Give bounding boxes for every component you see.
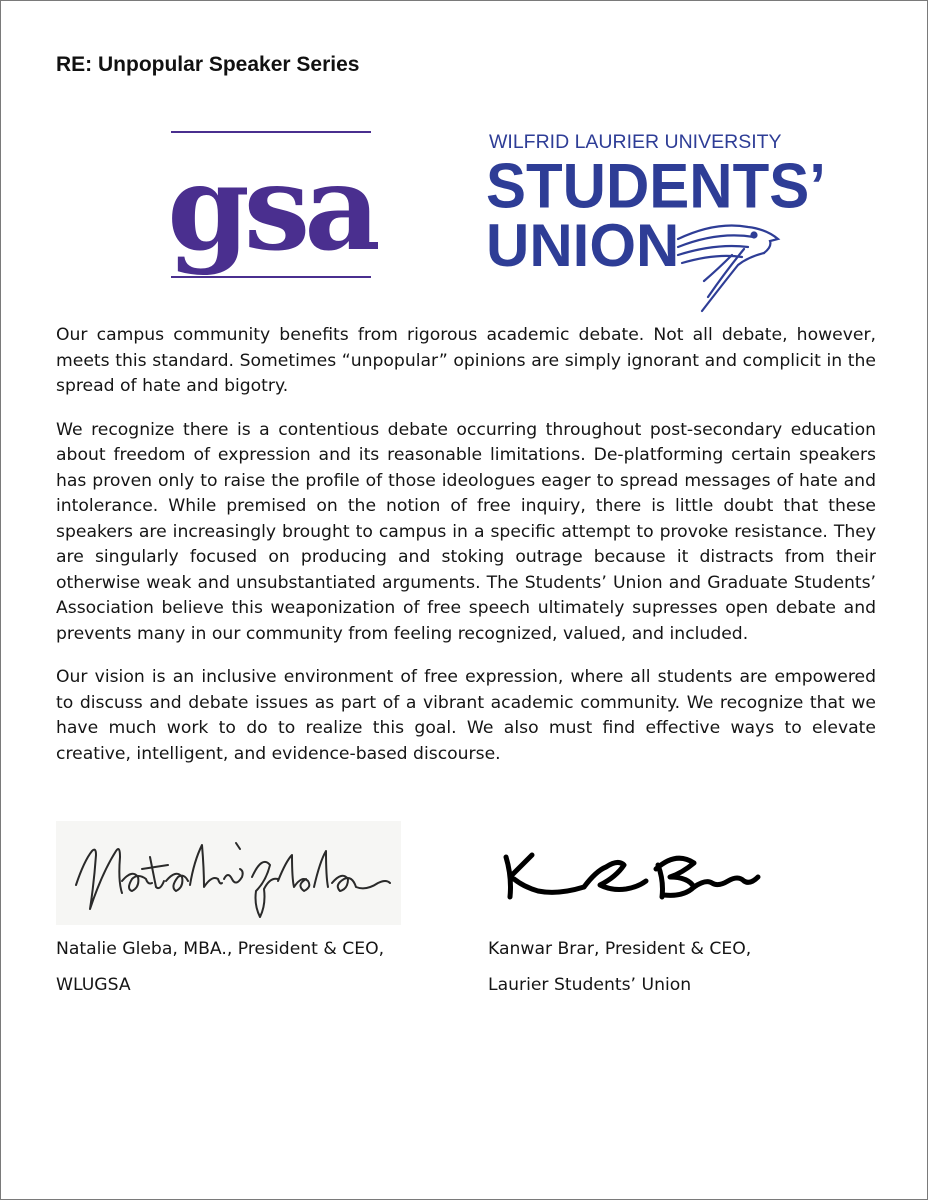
signature-block-gsa [56, 821, 456, 995]
su-logo-union: UNION [486, 212, 680, 279]
signatory-name-title: Natalie Gleba, MBA., President & CEO, [56, 939, 385, 959]
letter-body [56, 323, 876, 785]
gsa-logo [167, 131, 376, 281]
paragraph: Our campus community benefits from rigorous academic debate. Not all debate, however, meets this standard. Sometimes “unpopular” opinions are simply ignorant and complicit in the spread of hate and bigotry. [56, 325, 876, 396]
su-logo-university: WILFRID LAURIER UNIVERSITY [489, 131, 782, 153]
signatory-organization: WLUGSA [56, 975, 131, 995]
signatory-name-title: Kanwar Brar, President & CEO, [488, 939, 752, 959]
document-title: RE: Unpopular Speaker Series [56, 53, 360, 76]
signature-kanwar-brar [488, 821, 788, 925]
students-union-logo [486, 129, 826, 314]
su-logo-students: STUDENTS’ [486, 151, 826, 223]
signature-natalie-gleba [56, 821, 401, 925]
gsa-logo-text: gsa [167, 138, 375, 277]
paragraph: We recognize there is a contentious debate occurring throughout post-secondary education about freedom of expression and its reasonable limitations. De-platforming certain speakers has proven only to raise the profile of those ideologues eager to spread messages of hate and intolerance. While premised on the notion of free inquiry, there is little doubt that these speakers are increasingly brought to campus in a specific attempt to provoke resistance. They are singularly focused on producing and stoking outrage because it distracts from their otherwise weak and unsubstantiated arguments. The Students’ Union and Graduate Students’ Association believe this weaponization of free speech ultimately supresses open debate and prevents many in our community from feeling recognized, valued, and included. [56, 419, 876, 644]
logos-row [1, 121, 927, 321]
hawk-icon [678, 226, 778, 312]
paragraph: Our vision is an inclusive environment of free expression, where all students are empowered to discuss and debate issues as part of a vibrant academic community. We recognize that we have much work to do to realize this goal. We also must find effective ways to elevate creative, intelligent, and evidence-based discourse. [56, 667, 876, 764]
signature-block-su [488, 821, 888, 995]
signatory-organization: Laurier Students’ Union [488, 975, 692, 995]
